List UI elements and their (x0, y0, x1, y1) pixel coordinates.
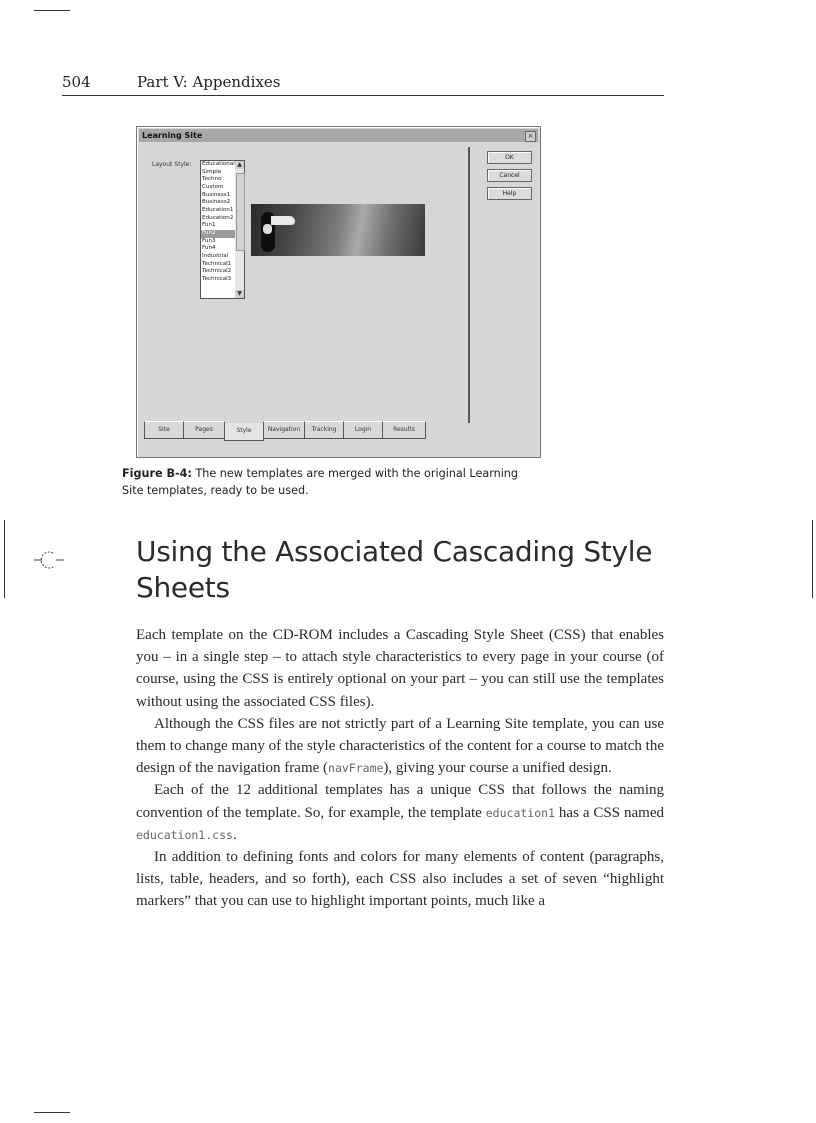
code-education1-css: education1.css (136, 827, 233, 842)
figure-caption (122, 465, 542, 499)
crop-mark-bottom-left (34, 1112, 70, 1113)
style-option[interactable]: Educational (202, 161, 235, 167)
tab-tracking[interactable]: Tracking (304, 421, 344, 439)
style-option[interactable]: Simple (202, 168, 222, 175)
style-option[interactable]: Business1 (202, 191, 231, 198)
ok-button[interactable]: OK (487, 151, 532, 164)
style-option[interactable]: Technical3 (202, 275, 232, 282)
code-navframe: navFrame (328, 761, 384, 776)
scroll-up-icon[interactable]: ▲ (235, 161, 244, 169)
style-option[interactable]: Custom (202, 183, 224, 190)
style-panel (142, 147, 470, 423)
style-option[interactable]: Education2 (202, 214, 234, 221)
paragraph-2 (136, 713, 664, 780)
tab-site[interactable]: Site (144, 421, 184, 439)
toucan-bill (271, 216, 295, 225)
paragraph-3-text-c: . (232, 826, 237, 843)
paragraph-2-text-b: ), giving your course a unified design. (383, 760, 612, 777)
style-option-selected[interactable]: Fun2 (201, 230, 236, 238)
figure-caption-text: The new templates are merged with the original Learning Site templates, ready to be used. (122, 467, 518, 497)
paragraph-3 (136, 779, 664, 846)
style-option[interactable]: Technical2 (202, 268, 232, 275)
dialog-titlebar (139, 129, 538, 142)
tab-results[interactable]: Results (382, 421, 426, 439)
tab-navigation[interactable]: Navigation (263, 421, 305, 439)
paragraph-3-text-b: has a CSS named (555, 804, 664, 821)
page-number: 504 (62, 73, 91, 91)
registration-mark-icon (34, 548, 64, 572)
dialog-title: Learning Site (142, 131, 203, 140)
tab-login[interactable]: Login (343, 421, 383, 439)
body-text (136, 624, 664, 913)
crop-mark-left (4, 520, 5, 598)
layout-style-label: Layout Style: (152, 161, 192, 168)
help-button[interactable]: Help (487, 187, 532, 200)
layout-style-list[interactable] (200, 160, 237, 299)
style-preview-image (251, 204, 425, 256)
scroll-down-icon[interactable]: ▼ (235, 290, 244, 298)
close-icon[interactable]: × (525, 131, 536, 142)
section-title: Using the Associated Cascading Style Sheets (136, 535, 653, 604)
part-title: Part V: Appendixes (137, 73, 281, 91)
paragraph-4: In addition to defining fonts and colors for many elements of content (paragraphs, lists, table, headers, and so forth), each CSS also includes a set of seven “highlight markers” that you can use to highlight important points, much like a (136, 849, 664, 910)
figure-label: Figure B-4: (122, 467, 192, 480)
crop-mark-right (812, 520, 813, 598)
running-head (62, 71, 664, 96)
scroll-thumb[interactable] (236, 173, 245, 251)
style-option[interactable]: Industrial (202, 252, 229, 259)
paragraph-2-text-a: Although the CSS files are not strictly part of a Learning Site template, you can use them to change many of the style characteristics of the content for a course to match the design of the navigation frame ( (136, 715, 664, 777)
style-option[interactable]: Fun1 (202, 222, 216, 229)
paragraph-3-text-a: Each of the 12 additional templates has a unique CSS that follows the naming convention of the template. So, for example, the template (136, 782, 664, 821)
code-education1: education1 (485, 805, 555, 820)
style-option[interactable]: Education1 (202, 206, 234, 213)
learning-site-dialog (136, 126, 541, 458)
style-option[interactable]: Business2 (202, 199, 231, 206)
style-list-scrollbar[interactable] (235, 160, 245, 299)
paragraph-1: Each template on the CD-ROM includes a Cascading Style Sheet (CSS) that enables you – in a single step – to attach style characteristics to every page in your course (of course, using the CSS is entirely optional on your part – you can still use the templates without using the associated CSS files). (136, 627, 664, 710)
style-option[interactable]: Technical1 (202, 260, 232, 267)
crop-mark-top-left (34, 10, 70, 11)
style-option[interactable]: Fun3 (202, 237, 216, 244)
cancel-button[interactable]: Cancel (487, 169, 532, 182)
style-option[interactable]: Techno (202, 176, 222, 183)
toucan-throat (263, 224, 272, 234)
tab-pages[interactable]: Pages (183, 421, 225, 439)
tab-style[interactable]: Style (224, 423, 264, 441)
style-option[interactable]: Fun4 (202, 245, 216, 252)
